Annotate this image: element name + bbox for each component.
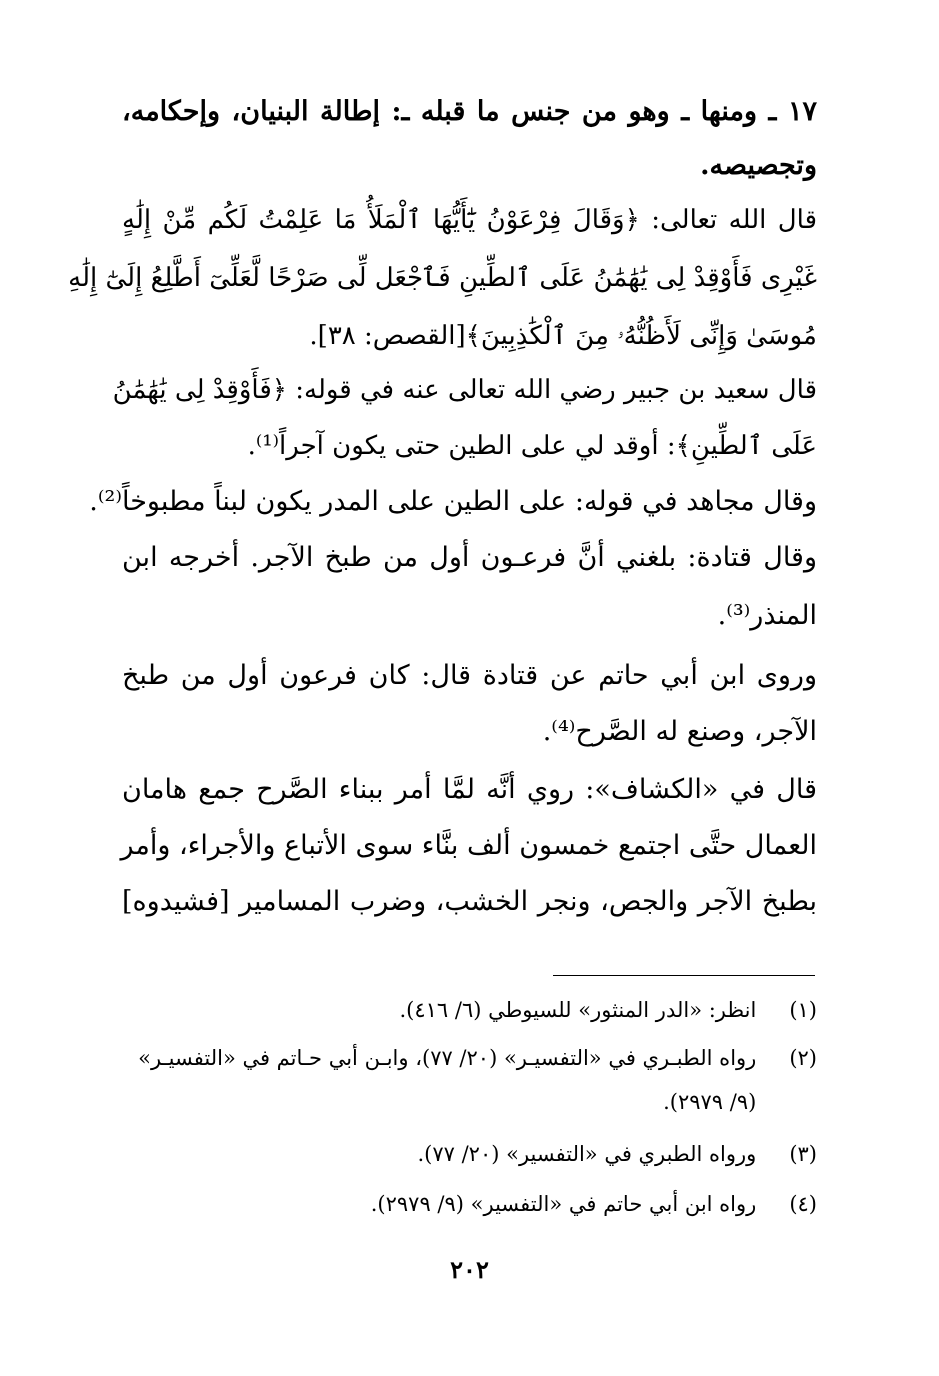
body-line: وروى ابن أبي حاتم عن قتادة قال: كان فرعون أول من طبخ (122, 660, 817, 691)
body-line: قال سعيد بن جبير رضي الله تعالى عنه في قوله: ﴿فَأَوْقِدْ لِى يَٰهَٰمَٰنُ (112, 375, 817, 405)
body-line: غَيْرِى فَأَوْقِدْ لِى يَٰهَٰمَٰنُ عَلَى ٱلطِّينِ فَٱجْعَل لِّى صَرْحًا لَّعَلِّىٓ أَطَّلِعُ إِلَىٰٓ إِلَٰهِ (68, 263, 817, 293)
body-line: وقال قتادة: بلغني أنَّ فرعـون أول من طبخ الآجر. أخرجه ابن (122, 542, 817, 573)
footnote-number: (٤) (789, 1192, 817, 1216)
footnote-4 (122, 1188, 817, 1220)
footnote-1 (122, 994, 817, 1026)
footnote-separator (553, 975, 815, 976)
footnote-number: (١) (789, 998, 817, 1022)
body-line: مُوسَىٰ وَإِنِّى لَأَظُنُّهُۥ مِنَ ٱلْكَٰذِبِينَ﴾[القصص: ٣٨]. (309, 321, 817, 351)
footnote-number: (٢) (789, 1046, 817, 1070)
footnote-2 (122, 1042, 817, 1074)
body-line: بطبخ الآجر والجص، ونجر الخشب، وضرب المسامير [فشيدوه] (122, 886, 817, 917)
body-line: المنذر⁽³⁾. (717, 600, 817, 631)
body-line: عَلَى ٱلطِّينِ﴾: أوقد لي على الطين حتى يكون آجراً⁽¹⁾. (247, 431, 817, 461)
footnote-text: ورواه الطبري في «التفسير» (٢٠/ ٧٧). (417, 1142, 757, 1166)
heading-line-2: وتجصيصه. (700, 150, 817, 181)
footnote-3 (122, 1138, 817, 1170)
footnote-text: رواه ابن أبي حاتم في «التفسير» (٩/ ٢٩٧٩). (370, 1192, 757, 1216)
body-line: قال في «الكشاف»: روي أنَّه لمَّا أمر ببناء الصَّرح جمع هامان (122, 774, 817, 805)
body-line: العمال حتَّى اجتمع خمسون ألف بنَّاء سوى الأتباع والأجراء، وأمر (120, 830, 817, 861)
footnote-text: انظر: «الدر المنثور» للسيوطي (٦/ ٤١٦). (399, 998, 757, 1022)
heading-line-1: ١٧ ـ ومنها ـ وهو من جنس ما قبله ـ: إطالة البنيان، وإحكامه، (122, 96, 817, 127)
page-number: ٢٠٢ (450, 1255, 489, 1284)
body-line: وقال مجاهد في قوله: على الطين على المدر يكون لبناً مطبوخاً⁽²⁾. (89, 486, 817, 517)
body-line: الآجر، وصنع له الصَّرح⁽⁴⁾. (542, 716, 817, 747)
body-line: قال الله تعالى: ﴿وَقَالَ فِرْعَوْنُ يَٰٓأَيُّهَا ٱلْمَلَأُ مَا عَلِمْتُ لَكُم مِّنْ إِلَٰهٍ (122, 205, 817, 235)
footnote-2-continued (122, 1086, 817, 1118)
footnote-text: (٩/ ٢٩٧٩). (663, 1090, 757, 1114)
footnote-number: (٣) (789, 1142, 817, 1166)
footnote-text: رواه الطبـري في «التفسيـر» (٢٠/ ٧٧)، وابـن أبي حـاتم في «التفسيـر» (138, 1046, 757, 1070)
